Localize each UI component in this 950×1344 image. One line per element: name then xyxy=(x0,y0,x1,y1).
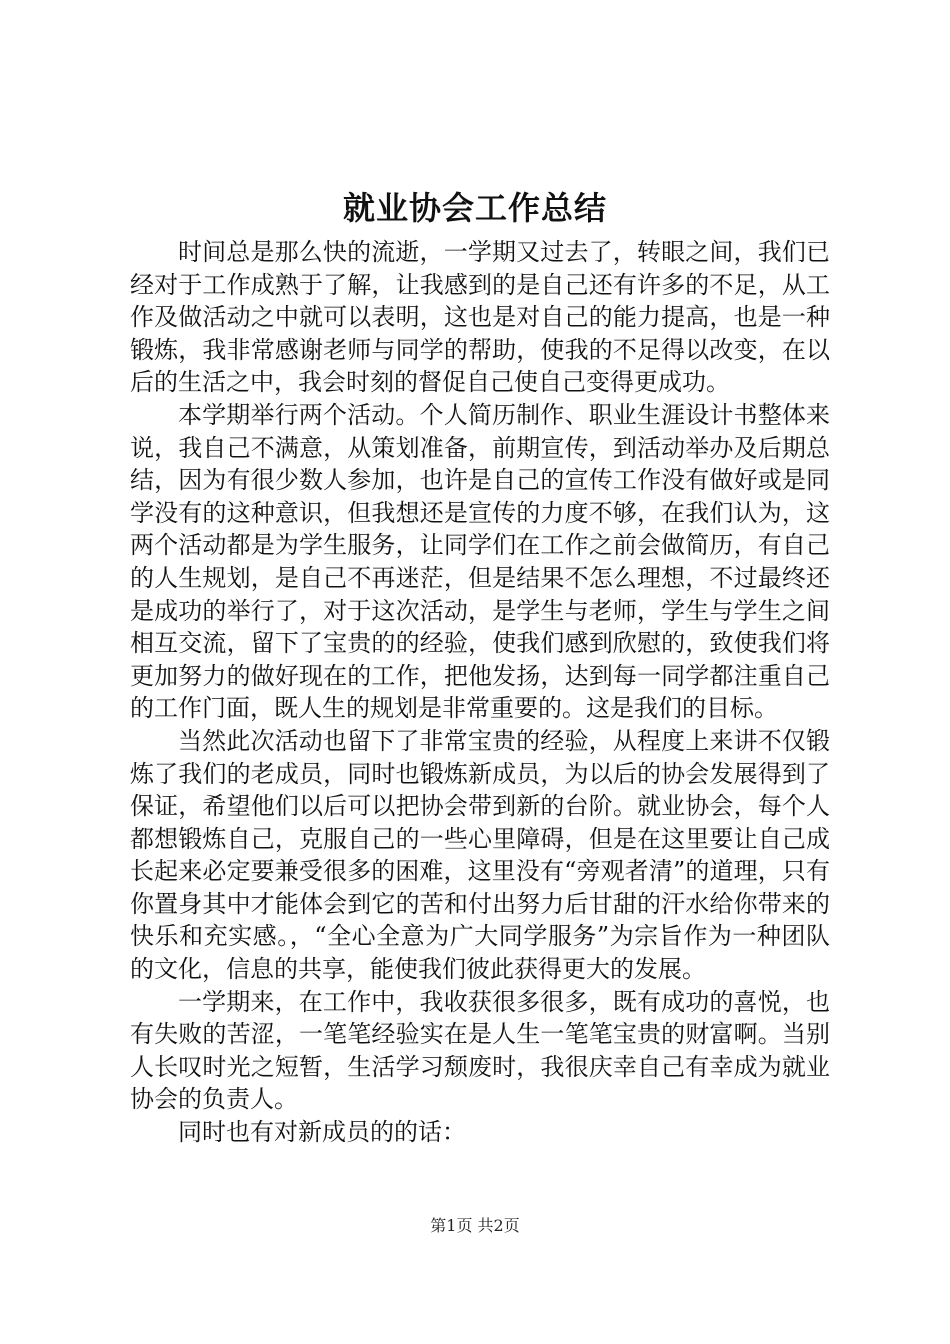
page-number-footer: 第1页 共2页 xyxy=(430,1216,520,1235)
paragraph-4: 一学期来，在工作中，我收获很多很多，既有成功的喜悦，也有失败的苦涩，一笔笔经验实在是人生一笔笔宝贵的财富啊。当别人长叹时光之短暂，生活学习颓废时，我很庆幸自己有幸成为就业协会的负责人。 xyxy=(130,987,830,1114)
paragraph-1: 时间总是那么快的流逝，一学期又过去了，转眼之间，我们已经对于工作成熟于了解，让我感到的是自己还有许多的不足，从工作及做活动之中就可以表明，这也是对自己的能力提高，也是一种锻炼，我非常感谢老师与同学的帮助，使我的不足得以改变，在以后的生活之中，我会时刻的督促自己使自己变得更成功。 xyxy=(130,238,830,397)
paragraph-2: 本学期举行两个活动。个人简历制作、职业生涯设计书整体来说，我自己不满意，从策划准备，前期宣传，到活动举办及后期总结，因为有很少数人参加，也许是自己的宣传工作没有做好或是同学没有的这种意识，但我想还是宣传的力度不够，在我们认为，这两个活动都是为学生服务，让同学们在工作之前会做简历，有自己的人生规划，是自己不再迷茫，但是结果不怎么理想，不过最终还是成功的举行了，对于这次活动，是学生与老师，学生与学生之间相互交流，留下了宝贵的的经验，使我们感到欣慰的，致使我们将更加努力的做好现在的工作，把他发扬，达到每一同学都注重自己的工作门面，既人生的规划是非常重要的。这是我们的目标。 xyxy=(130,400,830,723)
document-body xyxy=(130,236,830,1149)
page-title: 就业协会工作总结 xyxy=(342,189,607,227)
paragraph-5: 同时也有对新成员的的话： xyxy=(178,1118,466,1147)
paragraph-3: 当然此次活动也留下了非常宝贵的经验，从程度上来讲不仅锻炼了我们的老成员，同时也锻炼新成员，为以后的协会发展得到了保证，希望他们以后可以把协会带到新的台阶。就业协会，每个人都想锻炼自己，克服自己的一些心里障碍，但是在这里要让自己成长起来必定要兼受很多的困难，这里没有“旁观者清”的道理，只有你置身其中才能体会到它的苦和付出努力后甘甜的汗水给你带来的快乐和充实感。，“全心全意为广大同学服务”为宗旨作为一种团队的文化，信息的共享，能使我们彼此获得更大的发展。 xyxy=(130,726,830,984)
